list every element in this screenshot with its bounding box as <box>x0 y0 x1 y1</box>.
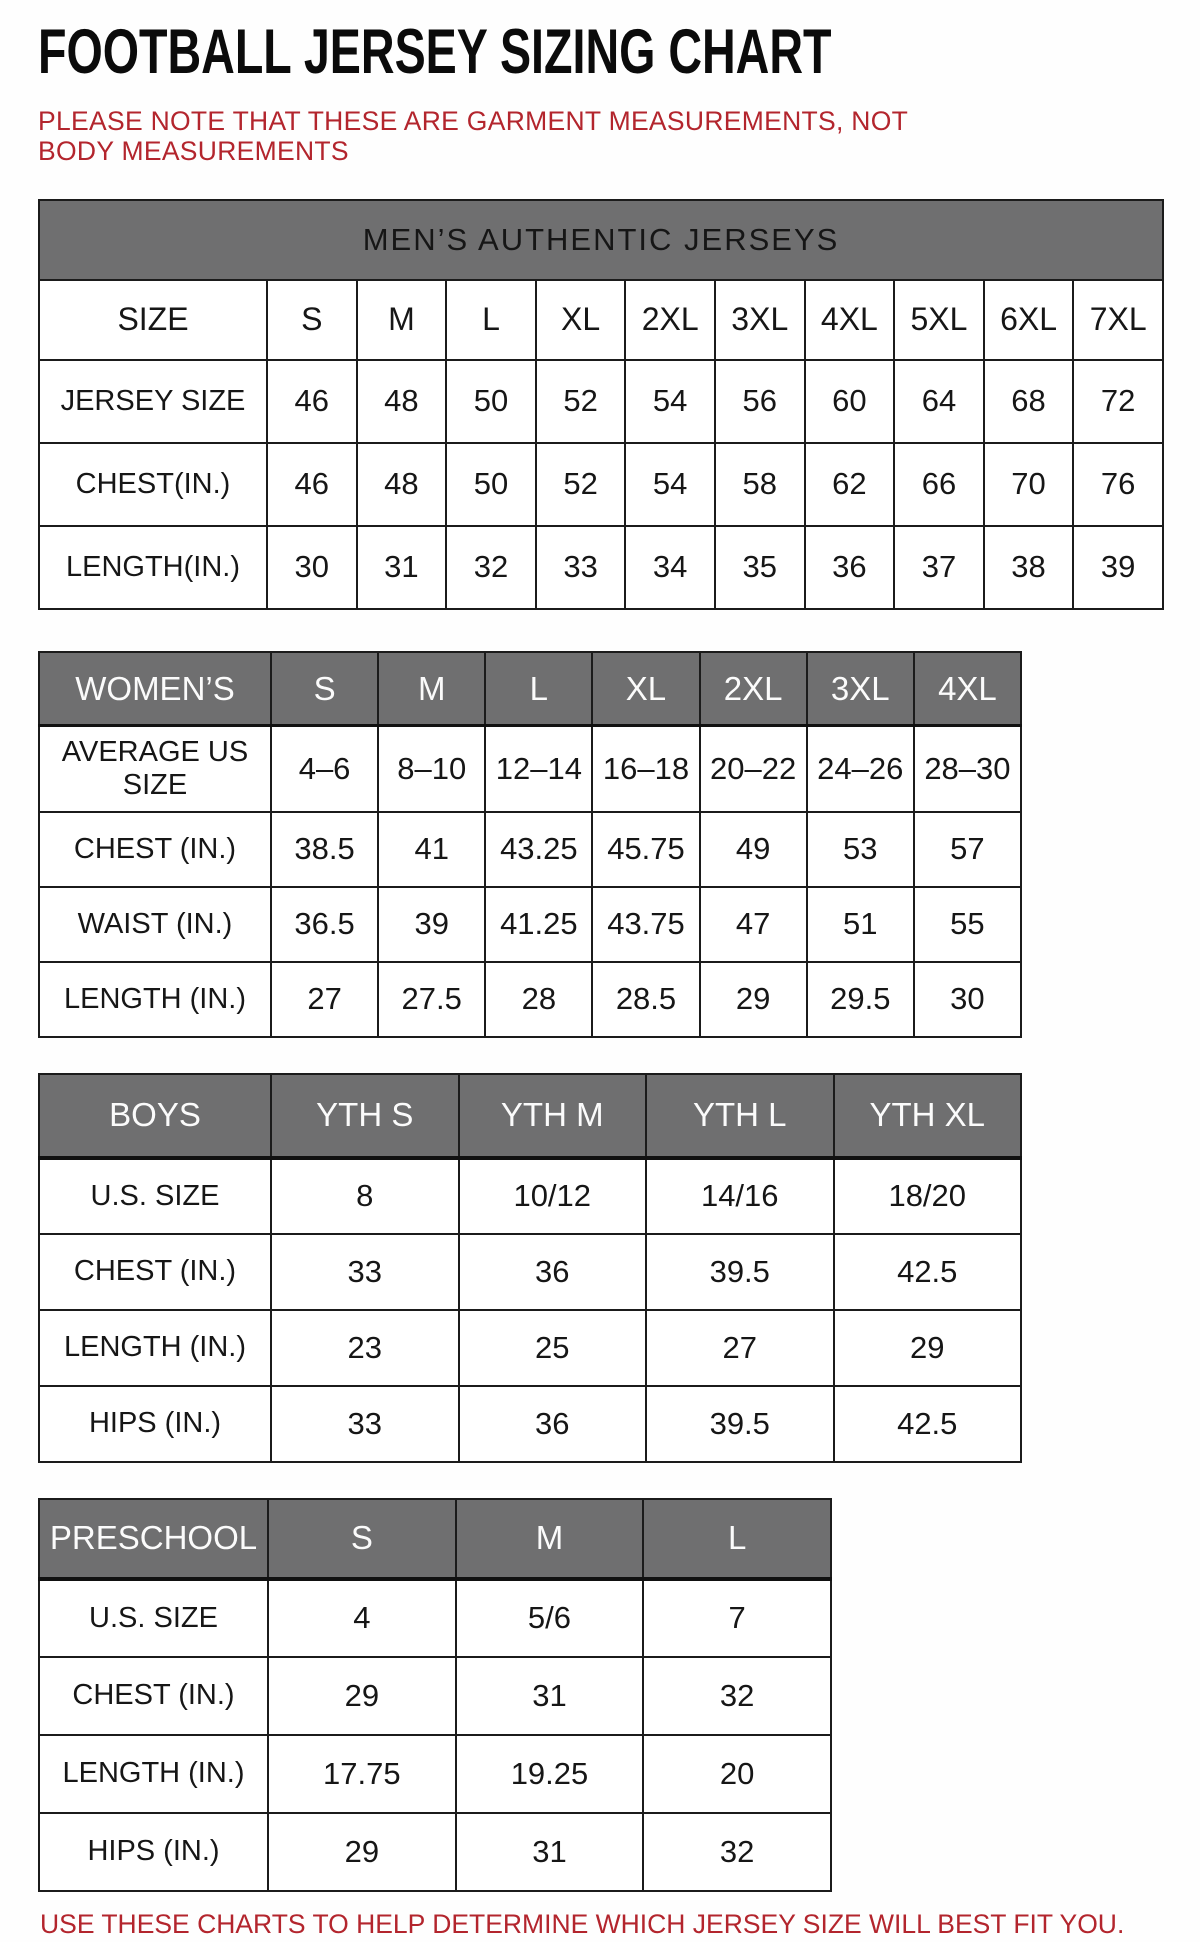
header-label: BOYS <box>39 1074 271 1158</box>
preschool-sizing-table <box>38 1498 832 1892</box>
column-header: 4XL <box>914 652 1021 726</box>
table-cell: 23 <box>271 1310 459 1386</box>
footer-text: USE THESE CHARTS TO HELP DETERMINE WHICH JERSEY SIZE WILL BEST FIT YOU. <box>40 1908 1125 1939</box>
column-header: L <box>446 280 536 360</box>
table-cell: 50 <box>446 443 536 526</box>
table-cell: 32 <box>643 1657 831 1735</box>
column-header: 3XL <box>715 280 805 360</box>
table-cell: 55 <box>914 887 1021 962</box>
table-row <box>39 1813 831 1891</box>
table-cell: 52 <box>536 443 626 526</box>
table-cell: 38 <box>984 526 1074 609</box>
table-row <box>39 443 1163 526</box>
table-row <box>39 1579 831 1657</box>
table-cell: 24–26 <box>807 726 914 812</box>
table-cell: 53 <box>807 812 914 887</box>
table-cell: 28.5 <box>592 962 699 1037</box>
column-header: M <box>357 280 447 360</box>
table-cell: 58 <box>715 443 805 526</box>
table-cell: 62 <box>805 443 895 526</box>
table-cell: 48 <box>357 360 447 443</box>
table-cell: 39.5 <box>646 1234 834 1310</box>
table-cell: 35 <box>715 526 805 609</box>
table-cell: 47 <box>700 887 807 962</box>
column-header: YTH M <box>459 1074 647 1158</box>
table-cell: 27.5 <box>378 962 485 1037</box>
table-cell: 31 <box>357 526 447 609</box>
table-cell: 32 <box>446 526 536 609</box>
table-row <box>39 812 1021 887</box>
table-cell: 66 <box>894 443 984 526</box>
row-label: WAIST (IN.) <box>39 887 271 962</box>
column-header: L <box>485 652 592 726</box>
row-label: LENGTH(IN.) <box>39 526 267 609</box>
table-cell: 14/16 <box>646 1158 834 1234</box>
row-label: CHEST(IN.) <box>39 443 267 526</box>
column-header: M <box>456 1499 644 1579</box>
table-row <box>39 1735 831 1813</box>
table-cell: 46 <box>267 443 357 526</box>
table-cell: 18/20 <box>834 1158 1022 1234</box>
table-cell: 42.5 <box>834 1234 1022 1310</box>
column-header: L <box>643 1499 831 1579</box>
table-cell: 20–22 <box>700 726 807 812</box>
table-cell: 57 <box>914 812 1021 887</box>
page-title: FOOTBALL JERSEY SIZING CHART <box>38 17 832 87</box>
table-cell: 42.5 <box>834 1386 1022 1462</box>
table-cell: 33 <box>271 1386 459 1462</box>
table-cell: 4 <box>268 1579 456 1657</box>
table-cell: 29 <box>834 1310 1022 1386</box>
table-cell: 51 <box>807 887 914 962</box>
table-cell: 8–10 <box>378 726 485 812</box>
table-cell: 7 <box>643 1579 831 1657</box>
table-cell: 27 <box>646 1310 834 1386</box>
table-cell: 19.25 <box>456 1735 644 1813</box>
table-cell: 34 <box>625 526 715 609</box>
table-cell: 56 <box>715 360 805 443</box>
column-header: 4XL <box>805 280 895 360</box>
table-cell: 39.5 <box>646 1386 834 1462</box>
table-cell: 70 <box>984 443 1074 526</box>
garment-measurement-note: PLEASE NOTE THAT THESE ARE GARMENT MEASUREMENTS, NOT BODY MEASUREMENTS <box>38 105 908 166</box>
table-cell: 46 <box>267 360 357 443</box>
table-cell: 20 <box>643 1735 831 1813</box>
table-cell: 50 <box>446 360 536 443</box>
table-cell: 12–14 <box>485 726 592 812</box>
table-cell: 39 <box>378 887 485 962</box>
column-header: YTH S <box>271 1074 459 1158</box>
table-banner: MEN’S AUTHENTIC JERSEYS <box>39 200 1163 280</box>
row-label: CHEST (IN.) <box>39 1234 271 1310</box>
table-cell: 10/12 <box>459 1158 647 1234</box>
mens-sizing-table <box>38 199 1164 610</box>
column-header: XL <box>592 652 699 726</box>
table-cell: 41.25 <box>485 887 592 962</box>
table-cell: 29.5 <box>807 962 914 1037</box>
table-cell: 4–6 <box>271 726 378 812</box>
column-header: S <box>267 280 357 360</box>
table-row <box>39 1386 1021 1462</box>
table-cell: 43.75 <box>592 887 699 962</box>
row-label: U.S. SIZE <box>39 1158 271 1234</box>
tables-container <box>38 199 1170 1892</box>
column-header: 2XL <box>625 280 715 360</box>
header-row <box>39 652 1021 726</box>
table-cell: 54 <box>625 360 715 443</box>
table-cell: 36 <box>459 1386 647 1462</box>
table-row <box>39 962 1021 1037</box>
header-label: PRESCHOOL <box>39 1499 268 1579</box>
table-cell: 36 <box>459 1234 647 1310</box>
table-cell: 33 <box>536 526 626 609</box>
table-cell: 68 <box>984 360 1074 443</box>
column-header: S <box>271 652 378 726</box>
table-cell: 29 <box>268 1657 456 1735</box>
column-header: M <box>378 652 485 726</box>
table-cell: 31 <box>456 1813 644 1891</box>
table-cell: 60 <box>805 360 895 443</box>
table-cell: 37 <box>894 526 984 609</box>
table-row <box>39 1158 1021 1234</box>
table-cell: 29 <box>700 962 807 1037</box>
column-header: YTH L <box>646 1074 834 1158</box>
row-label: LENGTH (IN.) <box>39 1310 271 1386</box>
table-cell: 16–18 <box>592 726 699 812</box>
table-cell: 43.25 <box>485 812 592 887</box>
row-label: AVERAGE US SIZE <box>39 726 271 812</box>
table-cell: 41 <box>378 812 485 887</box>
table-cell: 38.5 <box>271 812 378 887</box>
column-header: S <box>268 1499 456 1579</box>
table-banner-row <box>39 200 1163 280</box>
row-label: CHEST (IN.) <box>39 812 271 887</box>
table-cell: 25 <box>459 1310 647 1386</box>
row-label: JERSEY SIZE <box>39 360 267 443</box>
column-header: YTH XL <box>834 1074 1022 1158</box>
column-header: 2XL <box>700 652 807 726</box>
table-cell: 64 <box>894 360 984 443</box>
table-cell: 76 <box>1073 443 1163 526</box>
header-row <box>39 280 1163 360</box>
table-cell: 30 <box>914 962 1021 1037</box>
table-cell: 5/6 <box>456 1579 644 1657</box>
header-label: SIZE <box>39 280 267 360</box>
table-cell: 27 <box>271 962 378 1037</box>
table-row <box>39 526 1163 609</box>
table-cell: 45.75 <box>592 812 699 887</box>
row-label: U.S. SIZE <box>39 1579 268 1657</box>
table-cell: 39 <box>1073 526 1163 609</box>
table-cell: 30 <box>267 526 357 609</box>
row-label: LENGTH (IN.) <box>39 962 271 1037</box>
table-cell: 54 <box>625 443 715 526</box>
table-cell: 29 <box>268 1813 456 1891</box>
table-cell: 49 <box>700 812 807 887</box>
row-label: LENGTH (IN.) <box>39 1735 268 1813</box>
header-row <box>39 1499 831 1579</box>
column-header: 7XL <box>1073 280 1163 360</box>
header-row <box>39 1074 1021 1158</box>
header-label: WOMEN’S <box>39 652 271 726</box>
table-cell: 28 <box>485 962 592 1037</box>
table-cell: 8 <box>271 1158 459 1234</box>
table-row <box>39 1234 1021 1310</box>
boys-sizing-table <box>38 1073 1022 1463</box>
table-cell: 32 <box>643 1813 831 1891</box>
column-header: 3XL <box>807 652 914 726</box>
column-header: 6XL <box>984 280 1074 360</box>
table-cell: 31 <box>456 1657 644 1735</box>
table-cell: 52 <box>536 360 626 443</box>
womens-sizing-table <box>38 651 1022 1038</box>
table-row <box>39 887 1021 962</box>
row-label: HIPS (IN.) <box>39 1813 268 1891</box>
table-cell: 36.5 <box>271 887 378 962</box>
table-cell: 48 <box>357 443 447 526</box>
table-cell: 36 <box>805 526 895 609</box>
column-header: 5XL <box>894 280 984 360</box>
table-cell: 72 <box>1073 360 1163 443</box>
row-label: HIPS (IN.) <box>39 1386 271 1462</box>
column-header: XL <box>536 280 626 360</box>
table-row <box>39 726 1021 812</box>
table-row <box>39 1310 1021 1386</box>
table-row <box>39 1657 831 1735</box>
table-cell: 33 <box>271 1234 459 1310</box>
table-row <box>39 360 1163 443</box>
row-label: CHEST (IN.) <box>39 1657 268 1735</box>
table-cell: 17.75 <box>268 1735 456 1813</box>
table-cell: 28–30 <box>914 726 1021 812</box>
